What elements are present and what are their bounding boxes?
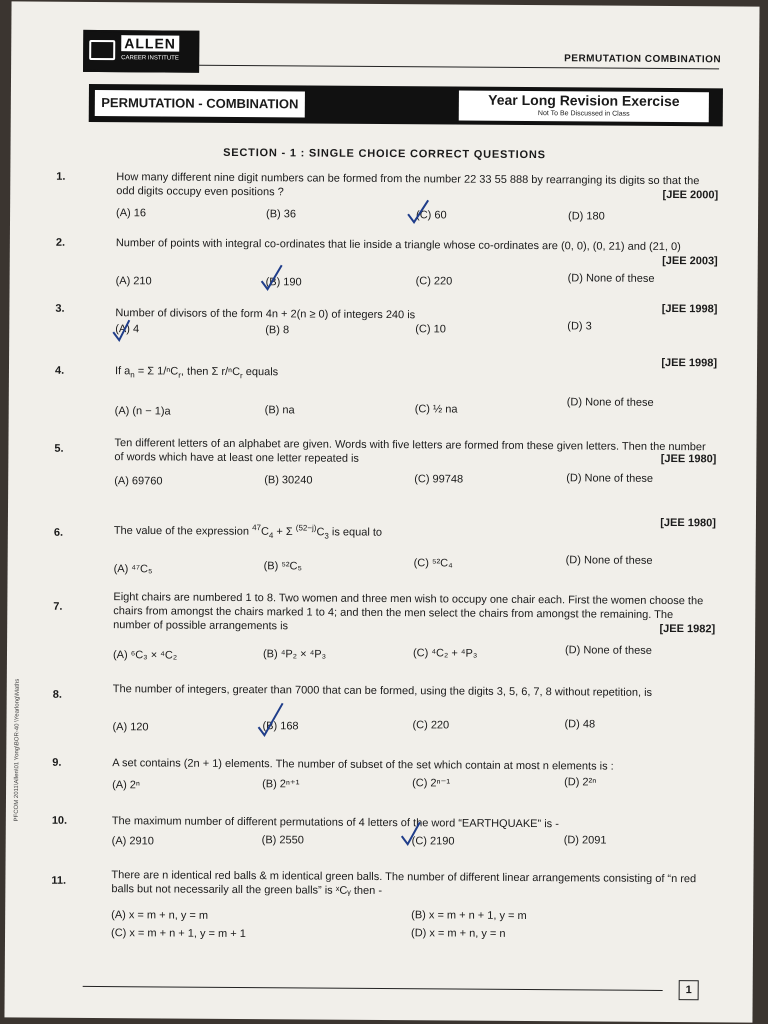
text-part: = Σ 1/ⁿC bbox=[134, 365, 179, 378]
option-c[interactable]: (C) 60 bbox=[416, 209, 447, 222]
option-a[interactable]: (A) 120 bbox=[112, 721, 149, 734]
superscript: (52−j) bbox=[295, 523, 317, 533]
text-part: , then Σ r/ⁿC bbox=[180, 365, 241, 379]
book-icon bbox=[89, 40, 115, 60]
question-number: 3. bbox=[55, 302, 65, 315]
question-number: 1. bbox=[56, 170, 66, 183]
option-a[interactable]: (A) 16 bbox=[116, 207, 147, 220]
option-a[interactable]: (A) 2910 bbox=[111, 835, 154, 848]
footer-divider bbox=[83, 986, 663, 991]
option-c[interactable]: (C) 10 bbox=[415, 323, 446, 336]
option-b[interactable]: (B) 8 bbox=[265, 324, 290, 337]
option-c[interactable]: (C) 2190 bbox=[411, 835, 455, 848]
margin-file-path: PFCOM 2011\Allen\01 Yong\BOR-40 \Yearlong\Maths bbox=[13, 678, 21, 822]
text-part: If a bbox=[114, 365, 131, 378]
option-d[interactable]: (D) 2091 bbox=[563, 834, 607, 847]
question-number: 9. bbox=[52, 756, 62, 769]
text-part: C bbox=[316, 526, 325, 539]
question-number: 11. bbox=[51, 874, 67, 887]
option-b[interactable]: (B) 190 bbox=[265, 276, 302, 289]
question-10 bbox=[52, 814, 732, 859]
option-b[interactable]: (B) x = m + n + 1, y = m bbox=[411, 909, 527, 923]
question-number: 5. bbox=[54, 442, 64, 455]
question-reference: [JEE 2000] bbox=[662, 188, 719, 202]
question-reference: [JEE 2003] bbox=[662, 254, 718, 268]
title-bar bbox=[89, 84, 723, 126]
question-number: 8. bbox=[52, 688, 62, 701]
option-d[interactable]: (D) 180 bbox=[568, 210, 605, 223]
option-a[interactable]: (A) ⁶C₃ × ⁴C₂ bbox=[112, 649, 178, 662]
subscript: r bbox=[178, 370, 181, 380]
text-part: + Σ bbox=[273, 525, 296, 539]
question-reference: [JEE 1998] bbox=[661, 356, 718, 370]
question-reference: [JEE 1980] bbox=[660, 452, 717, 466]
question-1 bbox=[56, 170, 736, 225]
option-a[interactable]: (A) (n − 1)a bbox=[114, 405, 171, 418]
option-b[interactable]: (B) 2ⁿ⁺¹ bbox=[262, 778, 300, 791]
running-head: PERMUTATION COMBINATION bbox=[564, 53, 722, 66]
option-b[interactable]: (B) 36 bbox=[266, 208, 297, 221]
question-text: A set contains (2n + 1) elements. The number of subset of the set which contain at most n elements is : bbox=[112, 757, 614, 773]
logo-subtitle: CAREER INSTITUTE bbox=[121, 55, 179, 62]
option-d[interactable]: (D) None of these bbox=[566, 472, 654, 485]
option-d[interactable]: (D) None of these bbox=[564, 644, 652, 657]
question-text: Number of divisors of the form 4n + 2(n ≥ 0) of integers 240 is bbox=[115, 307, 416, 322]
option-b[interactable]: (B) 168 bbox=[262, 720, 299, 733]
option-b[interactable]: (B) ⁴P₂ × ⁴P₃ bbox=[262, 648, 327, 661]
question-number: 10. bbox=[51, 814, 68, 827]
option-a[interactable]: (A) ⁴⁷C₅ bbox=[113, 563, 153, 576]
question-reference: [JEE 1982] bbox=[659, 622, 716, 636]
option-d[interactable]: (D) None of these bbox=[565, 554, 653, 567]
question-text: How many different nine digit numbers can be formed from the number 22 33 55 888 by rearranging its digits so that the odd digits occupy even positions ? bbox=[116, 171, 700, 199]
option-d[interactable]: (D) 3 bbox=[567, 320, 592, 333]
subscript: 3 bbox=[324, 531, 329, 541]
question-3 bbox=[55, 302, 735, 347]
question-text: Eight chairs are numbered 1 to 8. Two women and three men wish to occupy one chair each. First the women choose the chairs from amongst the chairs marked 1 to 4; and then the men select the chairs from amongst the remaining. The number of possible arrangements is bbox=[113, 591, 704, 633]
subscript: 4 bbox=[268, 531, 274, 541]
text-part: is equal to bbox=[328, 526, 383, 539]
superscript: 47 bbox=[252, 523, 262, 533]
option-d[interactable]: (D) 48 bbox=[564, 718, 596, 731]
section-title: SECTION - 1 : SINGLE CHOICE CORRECT QUESTIONS bbox=[223, 146, 546, 162]
question-text: There are n identical red balls & m identical green balls. The number of different linear arrangements consisting of “n red balls but not necessarily all the green balls” is ˣCᵧ then - bbox=[111, 869, 697, 898]
subscript: r bbox=[239, 371, 243, 381]
option-c[interactable]: (C) ½ na bbox=[414, 403, 458, 416]
exercise-subtitle: Not To Be Discussed in Class bbox=[537, 110, 630, 118]
question-text: The maximum number of different permutations of 4 letters of the word “EARTHQUAKE” is - bbox=[111, 815, 559, 831]
question-text: Ten different letters of an alphabet are given. Words with five letters are formed from these given letters. Then the number of words which have at least one letter repeated is bbox=[114, 437, 706, 465]
chapter-title: PERMUTATION - COMBINATION bbox=[95, 90, 305, 117]
allen-logo bbox=[83, 30, 199, 73]
option-d[interactable]: (D) 2²ⁿ bbox=[564, 776, 597, 789]
option-a[interactable]: (A) 210 bbox=[115, 275, 152, 288]
option-b[interactable]: (B) 30240 bbox=[264, 474, 313, 487]
option-c[interactable]: (C) 2ⁿ⁻¹ bbox=[412, 777, 451, 790]
option-d[interactable]: (D) None of these bbox=[567, 272, 655, 285]
option-d[interactable]: (D) None of these bbox=[566, 396, 654, 409]
option-c[interactable]: (C) ⁵²C₄ bbox=[413, 557, 453, 570]
text-part: C bbox=[260, 525, 269, 538]
option-c[interactable]: (C) ⁴C₂ + ⁴P₃ bbox=[412, 647, 478, 660]
page-number: 1 bbox=[679, 980, 699, 1000]
option-c[interactable]: (C) x = m + n + 1, y = m + 1 bbox=[111, 927, 246, 941]
logo-name: ALLEN bbox=[121, 35, 179, 51]
question-text: Number of points with integral co-ordinates that lie inside a triangle whose co-ordinates are (0, 0), (0, 21) and (21, 0) bbox=[115, 237, 681, 254]
question-number: 4. bbox=[54, 364, 65, 377]
option-a[interactable]: (A) 69760 bbox=[114, 475, 163, 488]
question-number: 6. bbox=[53, 526, 64, 539]
question-5 bbox=[54, 436, 734, 493]
option-b[interactable]: (B) 2550 bbox=[261, 834, 304, 847]
question-reference: [JEE 1980] bbox=[660, 516, 716, 530]
question-text bbox=[115, 364, 715, 386]
option-c[interactable]: (C) 220 bbox=[415, 275, 453, 288]
question-2 bbox=[56, 236, 736, 291]
option-d[interactable]: (D) x = m + n, y = n bbox=[411, 927, 506, 940]
question-text: The number of integers, greater than 7000 that can be formed, using the digits 3, 5, 6, 7, 8 without repetition, is bbox=[112, 683, 653, 699]
option-a[interactable]: (A) 2ⁿ bbox=[112, 779, 140, 792]
exercise-title: Year Long Revision Exercise bbox=[488, 91, 680, 110]
text-part: equals bbox=[242, 366, 279, 379]
option-c[interactable]: (C) 220 bbox=[412, 719, 450, 732]
question-number: 7. bbox=[53, 600, 63, 613]
option-c[interactable]: (C) 99748 bbox=[414, 473, 464, 486]
header-divider bbox=[199, 65, 719, 70]
question-4 bbox=[55, 354, 735, 425]
question-7 bbox=[53, 590, 734, 675]
question-reference: [JEE 1998] bbox=[661, 302, 718, 316]
question-number: 2. bbox=[55, 236, 66, 249]
subscript: n bbox=[130, 370, 135, 380]
question-11 bbox=[51, 868, 732, 947]
option-b[interactable]: (B) na bbox=[264, 404, 295, 417]
option-a[interactable]: (A) 4 bbox=[115, 323, 140, 336]
question-8 bbox=[52, 682, 732, 739]
option-a[interactable]: (A) x = m + n, y = m bbox=[111, 909, 209, 922]
text-part: The value of the expression bbox=[113, 524, 253, 538]
worksheet-page bbox=[4, 1, 759, 1022]
exercise-title-box bbox=[459, 91, 709, 123]
question-text bbox=[114, 520, 714, 546]
question-9 bbox=[52, 756, 732, 801]
question-6 bbox=[54, 512, 734, 579]
option-b[interactable]: (B) ⁵²C₅ bbox=[263, 560, 302, 573]
